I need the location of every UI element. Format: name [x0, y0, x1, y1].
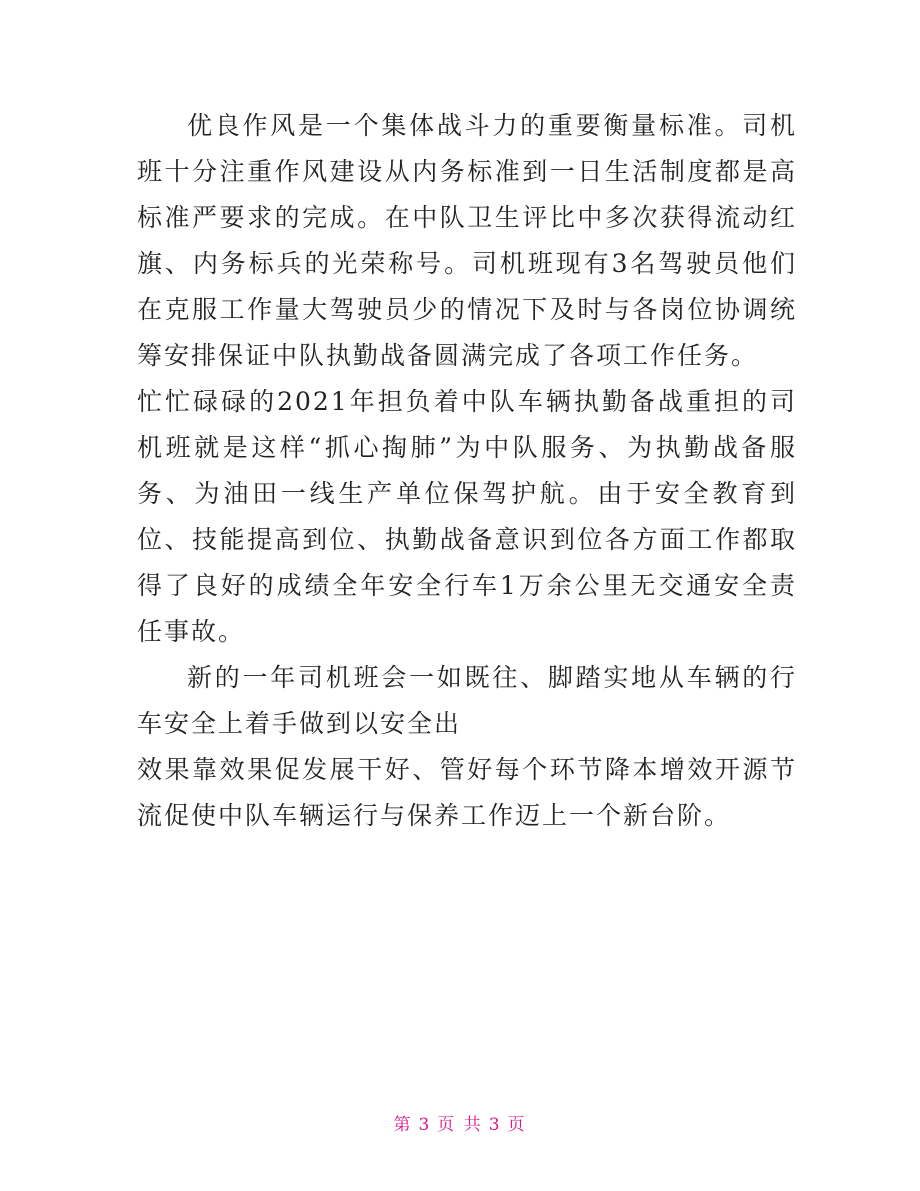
page-label-suffix: 页 — [507, 1115, 527, 1135]
document-body — [137, 103, 797, 839]
current-page-number: 3 — [418, 1115, 432, 1135]
paragraph-4: 效果靠效果促发展干好、管好每个环节降本增效开源节流促使中队车辆运行与保养工作迈上一个新台阶。 — [137, 755, 797, 830]
page-footer — [0, 1110, 920, 1135]
page-label-mid: 页 共 — [437, 1115, 483, 1135]
paragraph-1: 优良作风是一个集体战斗力的重要衡量标准。司机班十分注重作风建设从内务标准到一日生活制度都是高标准严要求的完成。在中队卫生评比中多次获得流动红旗、内务标兵的光荣称号。司机班现有3名驾驶员他们在克服工作量大驾驶员少的情况下及时与各岗位协调统筹安排保证中队执勤战备圆满完成了各项工作任务。 — [137, 111, 797, 370]
paragraph-3: 新的一年司机班会一如既往、脚踏实地从车辆的行车安全上着手做到以安全出 — [137, 663, 797, 738]
page-label-prefix: 第 — [393, 1115, 413, 1135]
total-pages-number: 3 — [488, 1115, 502, 1135]
paragraph-2: 忙忙碌碌的2021年担负着中队车辆执勤备战重担的司机班就是这样“抓心掏肺”为中队服务、为执勤战备服务、为油田一线生产单位保驾护航。由于安全教育到位、技能提高到位、执勤战备意识到位各方面工作都取得了良好的成绩全年安全行车1万余公里无交通安全责任事故。 — [137, 387, 797, 646]
